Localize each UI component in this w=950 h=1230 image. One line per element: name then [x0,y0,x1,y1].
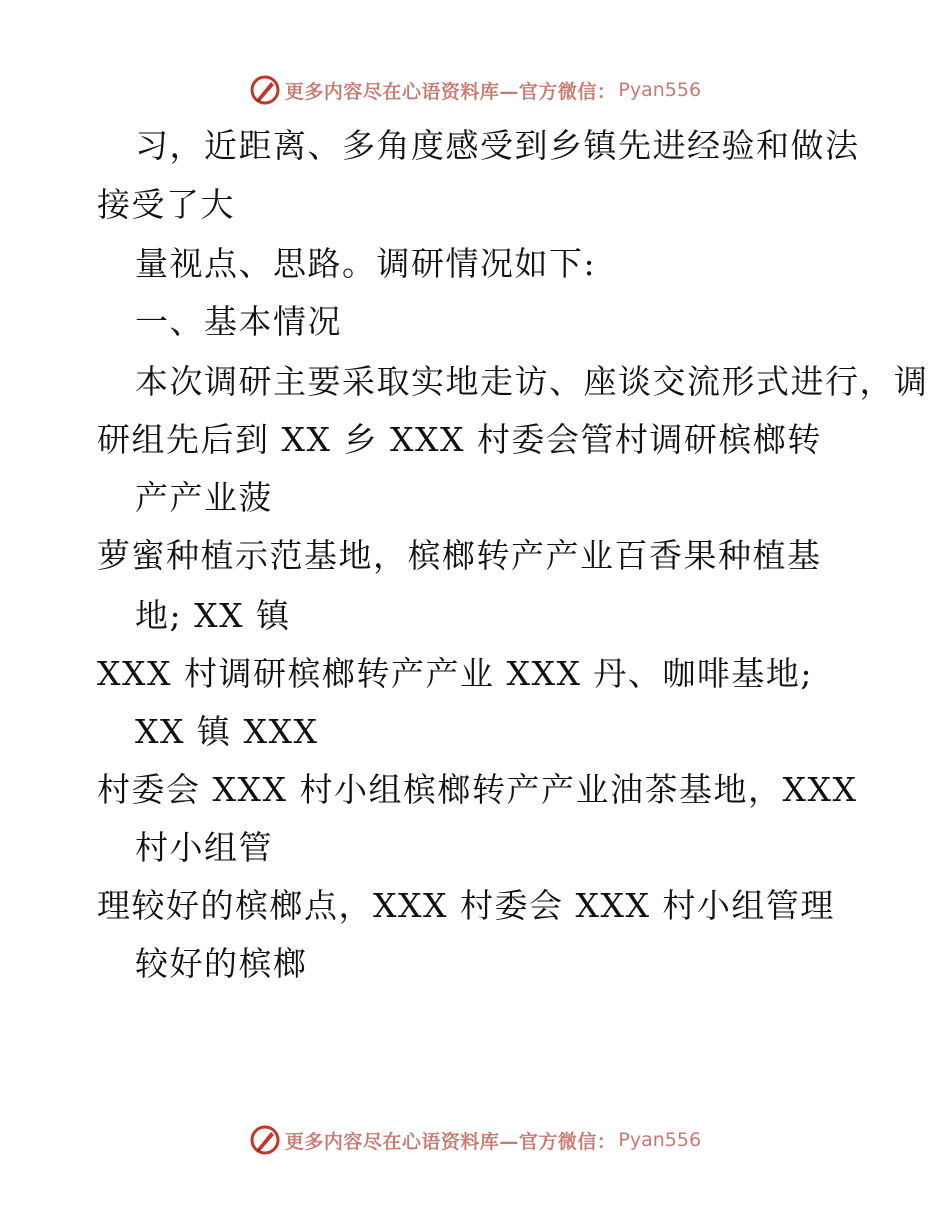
section-heading: 一、基本情况 [135,302,342,341]
text-line: 研组先后到 XX 乡 XXX 村委会管村调研槟榔转 [97,420,822,459]
pen-circle-logo-icon [249,1124,281,1156]
text-line: 产产业菠 [135,478,273,517]
text-line: 本次调研主要采取实地走访、座谈交流形式进行，调 [135,362,929,401]
watermark-text: 更多内容尽在心语资料库—官方微信： [284,80,617,103]
watermark-wechat-id: Pyan556 [618,1129,702,1151]
text-line: 理较好的槟榔点，XXX 村委会 XXX 村小组管理 [97,886,835,925]
watermark-wechat-id: Pyan556 [618,79,702,101]
text-line: 较好的槟榔 [135,944,308,983]
watermark-text: 更多内容尽在心语资料库—官方微信： [284,1130,617,1153]
text-line: 接受了大 [97,185,235,224]
text-line: 村委会 XXX 村小组槟榔转产产业油茶基地，XXX [97,770,858,809]
text-line: 村小组管 [135,828,273,867]
text-line: 萝蜜种植示范基地，槟榔转产产业百香果种植基 [97,536,822,575]
pen-circle-logo-icon [249,74,281,106]
text-line: 量视点、思路。调研情况如下: [135,244,597,283]
header-watermark-banner [0,70,950,110]
text-line: 地; XX 镇 [135,596,291,635]
text-line: XX 镇 XXX [135,712,319,751]
text-line: 习，近距离、多角度感受到乡镇先进经验和做法 [135,126,860,165]
footer-watermark-banner [0,1120,950,1160]
text-line: XXX 村调研槟榔转产产业 XXX 丹、咖啡基地; [97,654,814,693]
